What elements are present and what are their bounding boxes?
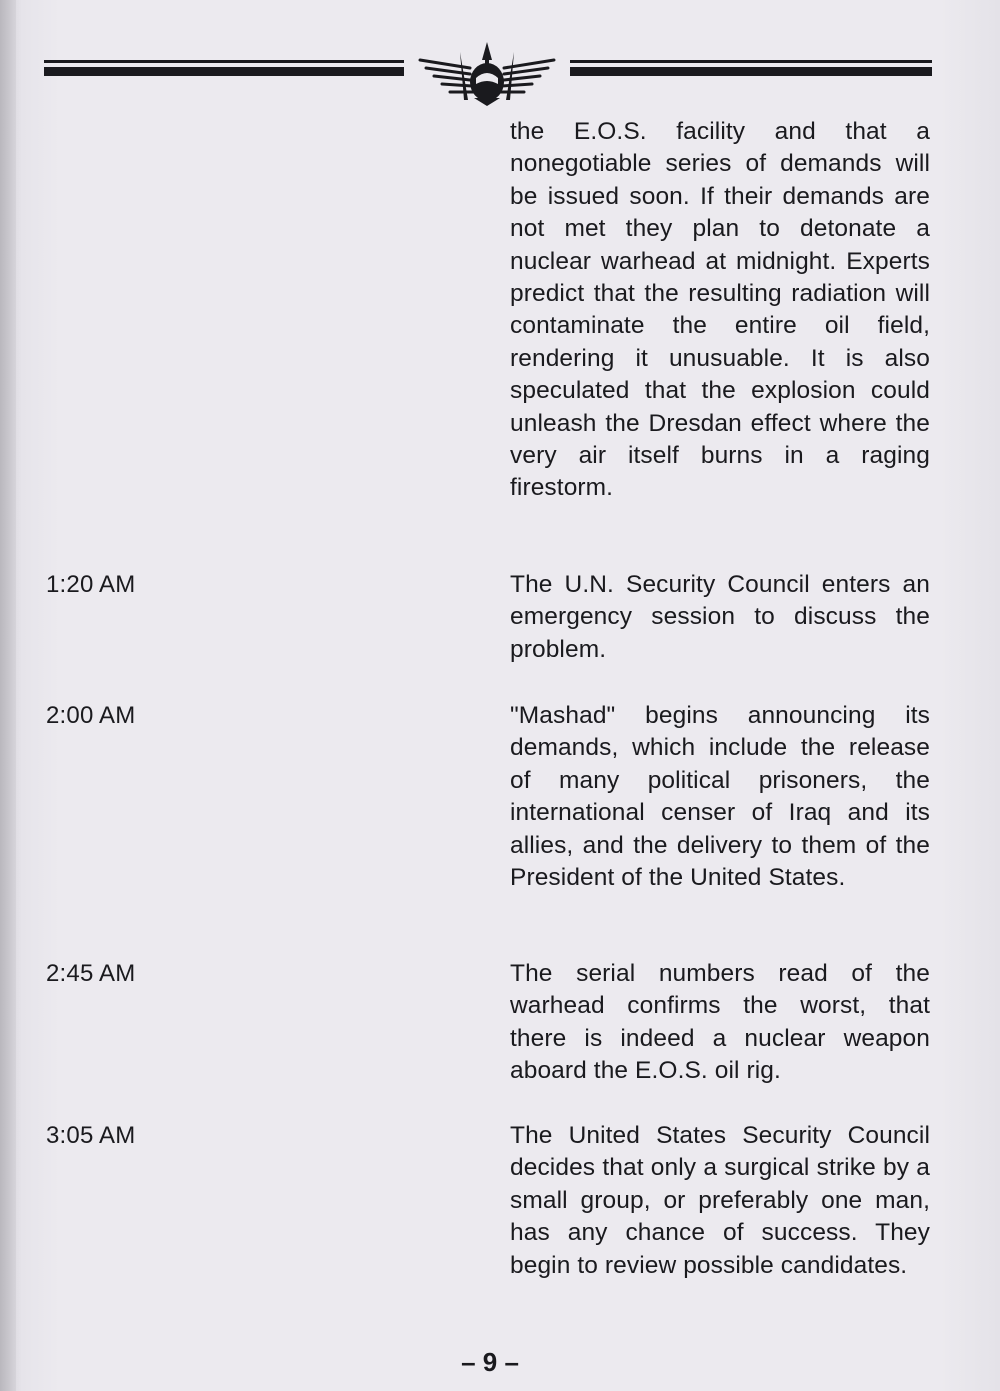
page-spine-shadow [0, 0, 16, 1391]
continued-paragraph: the E.O.S. facility and that a nonegotiable series of demands will be issued soon. If their demands are not met they plan to detonate a nuclear warhead at midnight. Experts predict that the resulting radiation will contaminate the entire oil field, rendering it unusuable. It is also speculated that the explosion could unleash the Dresdan effect where the very air itself burns in a raging firestorm. [510, 118, 930, 502]
timeline-description: The serial numbers read of the warhead confirms the worst, that there is indeed a nuclear weapon aboard the E.O.S. oil rig. [510, 960, 930, 1085]
timeline-description: The United States Security Council decides that only a surgical strike by a small group, or preferably one man, has any chance of success. They begin to review possible candidates. [510, 1122, 930, 1279]
header-rule [44, 38, 932, 108]
timeline-time: 3:05 AM [46, 1122, 136, 1149]
timeline-time: 2:45 AM [46, 960, 136, 987]
timeline-description: "Mashad" begins announcing its demands, which include the release of many political prisoners, the international censer of Iraq and its allies, and the delivery to them of the President of the United States. [510, 702, 930, 892]
page-number: – 9 – [461, 1347, 519, 1377]
winged-helmet-emblem-icon [412, 38, 562, 108]
timeline-time: 2:00 AM [46, 702, 136, 729]
timeline-description: The U.N. Security Council enters an emergency session to discuss the problem. [510, 571, 930, 663]
timeline-time: 1:20 AM [46, 571, 136, 598]
